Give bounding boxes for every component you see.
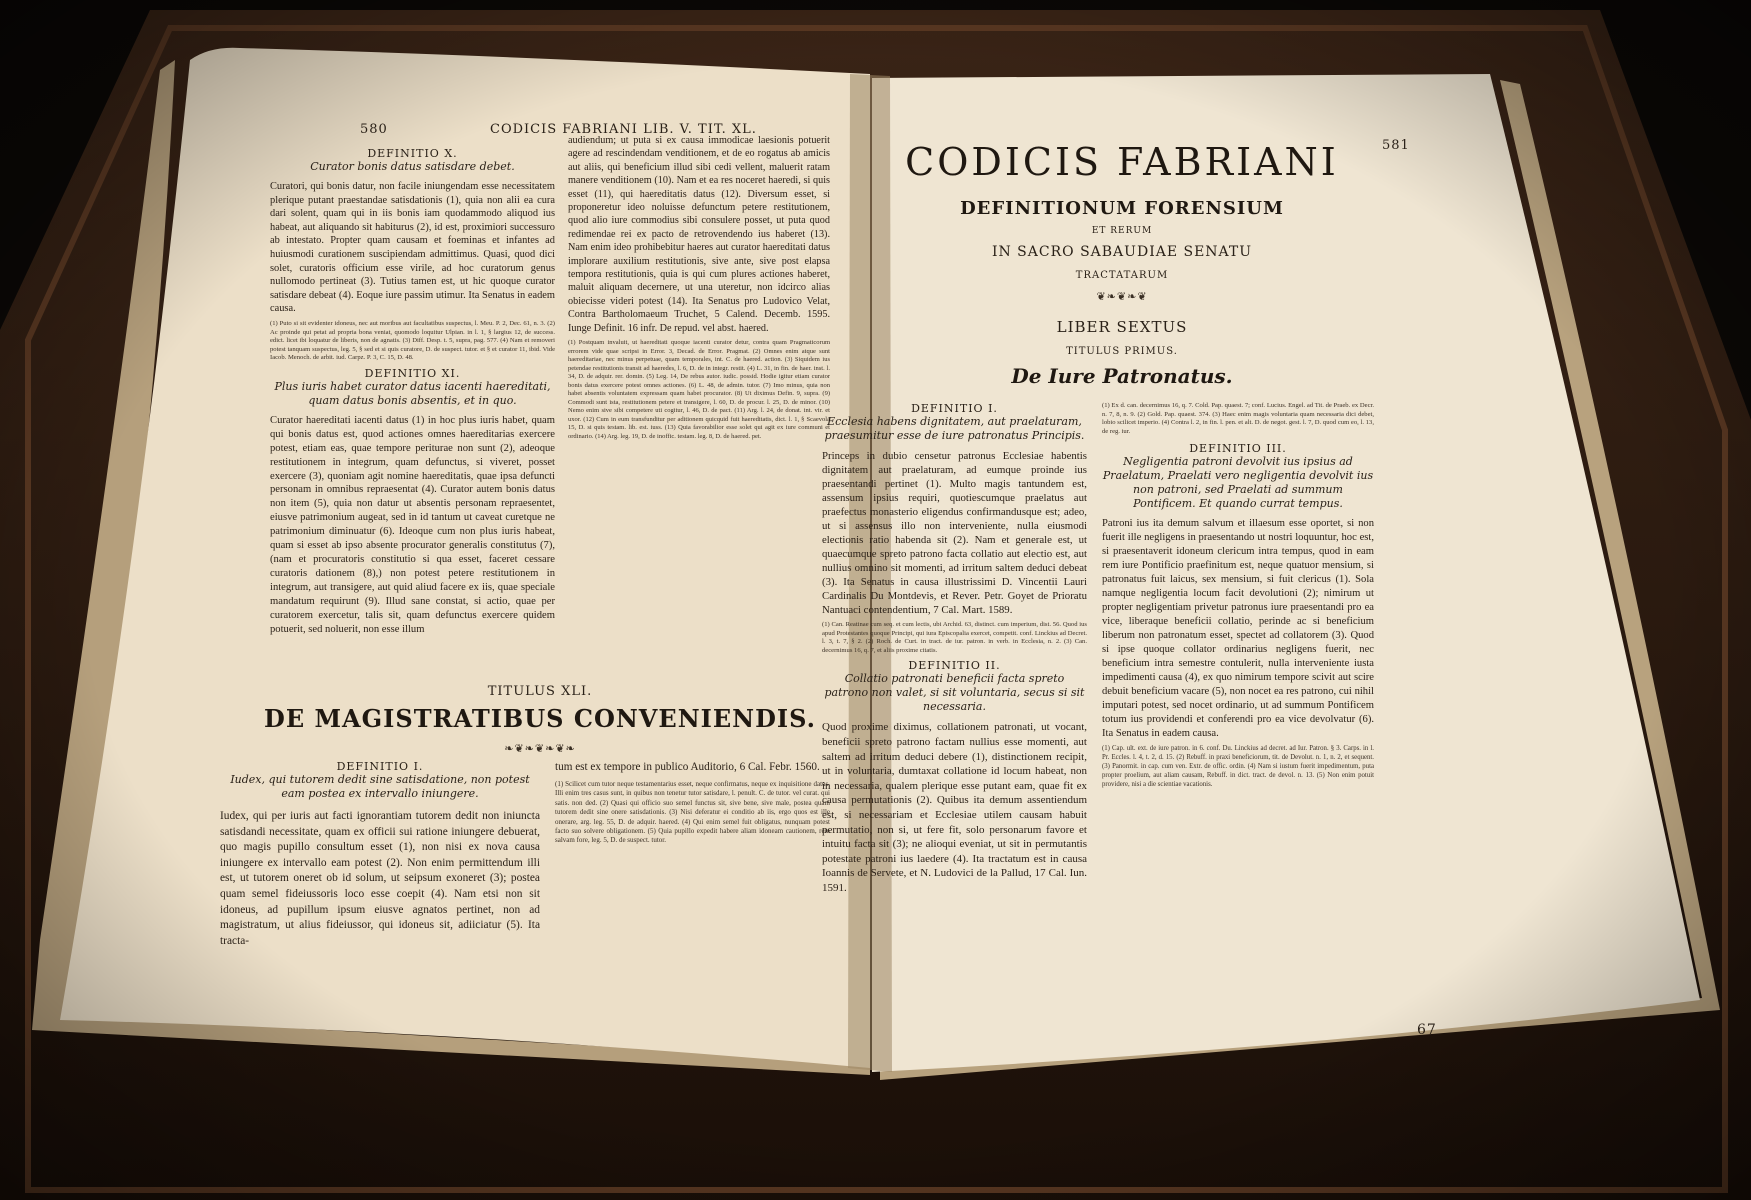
left-bottom-column-1 xyxy=(220,760,540,949)
right-page xyxy=(822,78,1512,1068)
definition-summary: Plus iuris habet curator datus iacenti haereditati, quam datus bonis absentis, et in quo. xyxy=(274,379,551,407)
definition-text: Patroni ius ita demum salvum et illaesum esse oportet, si non fuerit ille negligens in praesentando ut nostri loquuntur, hoc est, si praesentaverit idoneum clericum intra tempus, quod in eam rem iure Pontificio praefinitum est, neque quatuor mensium, si patronatus fuit laicus, sex mensium, si fuit clericus (1). Sola namque negligentia locum facit devolutioni (2); nimirum ut propter negligentiam privetur patronus iure praesentandi pro ea vice, liberaque beneficii collatio, perinde ac si beneficium liberum non patronatum esset, spectet ad collatorem (3). Quod si ipse quoque collator ordinarius negligens fuerit, nec beneficium intra semestre contulerit, nulla interveniente iusta impedimenti causa (4), ex quo nimirum tempore scivit aut scire debuit beneficium vacare (5), non nocet ea res patrono, cui nihil imputari potest, sed nocet ordinario, ut ad summum Pontificem totum ius providendi et conferendi pro ea vice devolvatur (6). Ita Senatus in eadem causa. xyxy=(1102,518,1374,740)
left-column-1 xyxy=(270,147,555,636)
definition-summary: Ecclesia habens dignitatem, aut praelaturam, praesumitur esse de iure patronatus Principis. xyxy=(824,415,1085,442)
definition-text: Iudex, qui per iuris aut facti ignorantiam tutorem dedit non iniuncta satisdandi necessitate, quam ex officii sui ratione iniungere debuerat, quo magis pupillo consultum esset (1), non nisi ex nova causa iniungere ex intervallo eam potest (2). Non enim permittendum illi est, ut tutorem oneret ob id solum, ut seipsum exoneret (3); postea quam semel fideiussoris loco esse coepit (4). Nam etsi non sit idoneus, ad pupillum ipsum eiusve agnatos pertinet, non ad magistratum, ut alius fideiussor, qui idoneus sit, adiiciatur (5). Ita tracta- xyxy=(220,810,540,947)
definition-text: Curatori, qui bonis datur, non facile iniungendam esse necessitatem plerique putant praestandae satisdationis (1), quia non alii ea cura dari solent, quam qui in iis bonis iam quodammodo aliquod ius habeat, aut aliquando sit habiturus (2), id est, proximiori successuro ab intestato. Propter quam causam et foeminas et infantes ad huiusmodi curationem suscipiendam admittimus. Quasi, quod dici solet, curatoris officium esse virile, ad hoc curatorum genus nullomodo pertineat (3). Tutius tamen est, ut hic quoque curator satisdare debeat (4). Eoque iure passim utimur. Ita Senatus in eadem causa. xyxy=(270,181,555,315)
section-heading: De Iure Patronatus. xyxy=(1011,364,1233,388)
et-rerum: ET RERUM xyxy=(1091,226,1153,236)
definition-summary: Iudex, qui tutorem dedit sine satisdatione, non potest eam postea ex intervallo iniungere. xyxy=(230,773,530,800)
ornament-divider: ❦❧❦❧❦ xyxy=(1096,290,1148,303)
right-page-number: 581 xyxy=(1382,138,1410,153)
definition-title: DEFINITIO I. xyxy=(336,760,424,773)
left-page xyxy=(170,52,870,1062)
titulus-label: TITULUS XLI. xyxy=(487,684,593,699)
signature-mark: 67 xyxy=(1417,1022,1437,1038)
tractatarum: TRACTATARUM xyxy=(1075,270,1169,281)
footnotes: (1) Can. Reatinae cum seq. et cum lectis, ubi Archid. 63, distinct. cum imperium, dist. 56. Quod ius apud Protestantes quoque Principi, qui iura Episcopalia exercet, competit. conf. Linckius ad Decret. l. 3, t. 7, § 2. (2) Roch. de Curt. in tract. de iur. patron. in verb. in Ecclesia, n. 2. (3) Can. decernimus 16, q. 7, et aliis proxime citatis. xyxy=(822,621,1087,654)
right-column-2 xyxy=(1102,402,1374,789)
definition-title: DEFINITIO I. xyxy=(911,402,998,415)
definition-title: DEFINITIO X. xyxy=(367,147,458,160)
footnotes: (1) Cap. ult. ext. de iure patron. in 6. conf. Du. Linckius ad decret. ad Iur. Patron. § 3. Carps. in l. Pr. Eccles. l. 4, t. 2, d. 15. (2) Rebuff. in praxi beneficiorum, tit. de Devolut. n. 1, n. 2, et sequent. (3) Panormit. in cap. cum ven. Extr. de offic. ordin. (4) Nam si iustum fuerit impedimentum, puta propter proelium, aut aliam causam, Rebuff. in dict. tract. de devol. n. 13. (5) Non enim potuit providere, nisi a die scientiae vacationis. xyxy=(1102,745,1374,788)
definition-title: DEFINITIO XI. xyxy=(364,366,461,380)
definition-title: DEFINITIO II. xyxy=(908,659,1001,673)
right-column-1 xyxy=(822,402,1087,896)
left-running-head: CODICIS FABRIANI LIB. V. TIT. XL. xyxy=(490,122,757,137)
continued-text: tum est ex tempore in publico Auditorio, 6 Cal. Febr. 1560. xyxy=(555,761,820,773)
definition-text: Curator haereditati iacenti datus (1) in hoc plus iuris habet, quam qui bonis datus est, quod actiones omnes haereditarias exercere potest, etiam eas, quae tempore periturae non sunt (2), adeoque restitutionem in integrum, quam defunctus, si viveret, posset exercere (3), quoniam agit nomine haereditatis, quae ipsa defuncti personam in omnibus repraesentat (4). Curator autem bonis datus non item (5), quia non datur ut absentis personam repraesentet, eiusve patrimonium augeat, sed in id tantum ut caveat curetque ne patrimonium diminuatur (6). Ideoque cum non plus iuris habeat, quam si esset ab ipso absente procurator generalis constitutus (7), (nam et procuratoris constitutio si qua esset, faceret cessare curatoris dationem (8),) non potest petere restitutionem in integrum, aut transigere, aut quid aliud facere ex iis, quae speciale mandatum requirunt (9). Illud sane constat, si actio, quae per curatorem exercetur, talis sit, quam defunctus exercere quidem potuerit, sed noluerit, non esse illum xyxy=(270,414,555,635)
definition-text: Princeps in dubio censetur patronus Ecclesiae habentis dignitatem aut praelaturam, ad eumque proinde ius praesentandi pertinet (1). Multo magis tantundem est, assensum ipsius requiri, quotiescumque praelatus aut praefectus monasterio eligendus confirmandusque est; adeo, ut si assensus illo non interveniente, nulla eiusmodi electionis ratio habenda sit (2). Nam et generale est, ut quaecumque spreto patrono facta collatio aut electio est, aut nullius omnino sit momenti, ad irritum saltem deduci debeat (3). Ita Senatus in causa illustrissimi D. Vincentii Lauri Cardinalis Du Montdevis, et Rever. Petr. Goyet de Prioratu Nantuaci contendentium, 7 Cal. Mart. 1589. xyxy=(822,450,1087,616)
left-bottom-column-2 xyxy=(555,760,830,846)
definition-summary: Collatio patronati beneficii facta spreto patrono non valet, si sit voluntaria, secus si sit necessaria. xyxy=(824,672,1085,714)
book-title: CODICIS FABRIANI xyxy=(905,140,1339,184)
definition-summary: Curator bonis datus satisdare debet. xyxy=(310,160,515,173)
left-column-2 xyxy=(568,134,830,441)
definition-title: DEFINITIO III. xyxy=(1189,442,1287,456)
footnotes: (1) Ex d. can. decernimus 16, q. 7. Cold. Pap. quaest. 7; conf. Lucius. Engel. ad Tit. de Praeb. ex Decr. n. 7, 8, n. 9. (2) Gold. Pap. quaest. 374. (3) Haec enim magis voluntaria quam necessaria dici debet, lobio scilicet imperio. (4) Contra l. 2, in fin. l. pen. et alt. D. de negot. gest. l. 7, D. quod cum eo, l. 13, de reg. iur. xyxy=(1102,402,1374,435)
left-page-number: 580 xyxy=(360,122,388,137)
definition-summary: Negligentia patroni devolvit ius ipsius ad Praelatum, Praelati vero negligentia devolvit ius non patroni, sed Praelati ad summum Pontificem. Et quando currat tempus. xyxy=(1102,455,1374,511)
liber-heading: LIBER SEXTUS xyxy=(1056,318,1188,336)
footnotes: (1) Puto si sit evidenter idoneus, nec aut moribus aut facultatibus suspectus, l. Meu. P. 2, Dec. 61, n. 3. (2) Ac proinde qui petat ad propria bona veniat, quomodo loquitur Ulpian. in l. 1, § largius 12, de success. edict. licet ibi loquatur de liberis, non de agnatis. (3) Diff. Desp. t. 5, supra, pag. 577. (4) Nam et removeri potest tanquam suspectus, leg. 5, § sed et si quis curatore, D. de suspect. tutor. et § et curator 11, ibid. Vide Iacob. Menoch. de arbit. iud. Carpz. P. 3, C. 15, D. 48. xyxy=(270,319,555,362)
continued-text: audiendum; ut puta si ex causa immodicae laesionis potuerit agere ad rescindendam venditionem, et de eo rogatus ab amicis aut aliis, qui beneficium illud sibi cedi vellent, maluerit ratam manere venditionem (10). Nam et ea res noceret haeredi, si quis esset (11), qui haereditatis datus (12). Diversum esset, si proponeretur ideo noluisse defunctum petere restitutionem, quod alio iure commodius sibi consulere posset, ut puta quod redimendae rei ex pacto de retrovendendo ius haberet (13). Nam enim ideo prohibebitur haeres aut curator haereditati datus implorare auxilium restitutionis, sive ante, sive post elapsa tempora restitutionis, quia is qui cum plures actiones haberet, maluit aliquam decernere, ut una uteretur, non idcirco alias obiecisse videri potest (14). Ita Senatus pro Ludovico Velat, Contra Bartholomaeum Truchet, 5 Calend. Decemb. 1595. Iunge Definit. 16 infr. De repud. vel abst. haered. xyxy=(568,135,830,334)
section-heading: DE MAGISTRATIBUS CONVENIENDIS. xyxy=(264,704,816,733)
senate-line: IN SACRO SABAUDIAE SENATU xyxy=(991,244,1253,260)
book-subtitle: DEFINITIONUM FORENSIUM xyxy=(960,198,1284,219)
footnotes: (1) Scilicet cum tutor neque testamentarius esset, neque confirmatus, neque ex inquisitione datus. Illi enim tres casus sunt, in quibus non tenetur tutor satisdare, l. penult. C. de tutor. vel curat. qui satis. non ded. (2) Quasi qui officio suo semel functus sit, sive bene, sive male, postea quam tutorem dedit sine onere satisdationis. (3) Nisi deferatur ei conditio ab iis, ergo quos est ille onerare, arg. leg. 55, D. de adquir. haered. (4) Qui enim semel fuit obligatus, nunquam potest facto suo solvere obligationem. (5) Quia pupillo expedit habere aliam idoneam cautionem, rem salvam fore, leg. 5, D. de suspect. tutor. xyxy=(555,780,830,845)
titulus-label: TITULUS PRIMUS. xyxy=(1066,346,1178,357)
definition-text: Quod proxime diximus, collationem patronati, ut vocant, beneficii spreto patrono factam nullius esse momenti, aut saltem ad irritum deduci debere (1), distinctionem recipit, ut in voluntaria, dumtaxat collatione id locum habeat, non in necessaria, qualem plerique esse putant eam, quae fit ex causa permutationis (2). Quibus ita demum assentiendum est, si necessariam et Ecclesiae utilem causam habuit permutatio, non si, ut fere fit, solo personarum favore et intuitu facta sit (3); ne alioqui eveniat, ut sit in permutantis potestate patroni ius laedere (4). Ita tractatum est in causa Ioannis de Servete, et N. Ludovici de la Pallud, 17 Cal. Iun. 1591. xyxy=(822,721,1087,894)
footnotes: (1) Postquam invaluit, ut haereditati quoque iacenti curator detur, contra quam Pragmaticorum errorem vide quae scripsi in Error. 3, Decad. de Error. Pragmat. (2) Omnes enim atque sunt haereditariae, nec minus perpetuae, quam temporales, int. C. de haered. action. (3) Siquidem ius petendae restitutionis transit ad haeredes, l. 6, D. de in integr. restit. (4) L. 31, in fin. de haer. inst. l. 34, D. de adquir. rer. domin. (5) Leg. 14, De rebus autor. iudic. possid. Hodie igitur etiam curator bonis datus exercere potest omnes actiones. (6) L. 48, de admin. tutor. (7) Imo minus, quia non habet absentis voluntatem expressam quam habet procurator. (8) Ut diximus Defin. 9, supra. (9) Commodi sunt ista, restitutionem petere et transigere, l. 60, D. de procur. l. 25, D. de minor. (10) Nemo enim sive sibi competere uti cogitur, l. 46, D. de pact. (11) Arg. l. 24, de donat. int. vir. et uxor. (12) Cum in eum transfunditur per aditionem quicquid fuit haereditatis, dict. l. 1, § Scaevola 15, D. si quis testam. lib. est. iuss. (13) Quia favorabilior esse solet qui agit ex iure communi et ordinario. (14) Arg. leg. 19, D. de inoffic. testam. leg. 8, D. de haered. pet. xyxy=(568,339,830,440)
ornament-divider: ❧❦❧❦❧❦❧ xyxy=(504,742,576,755)
